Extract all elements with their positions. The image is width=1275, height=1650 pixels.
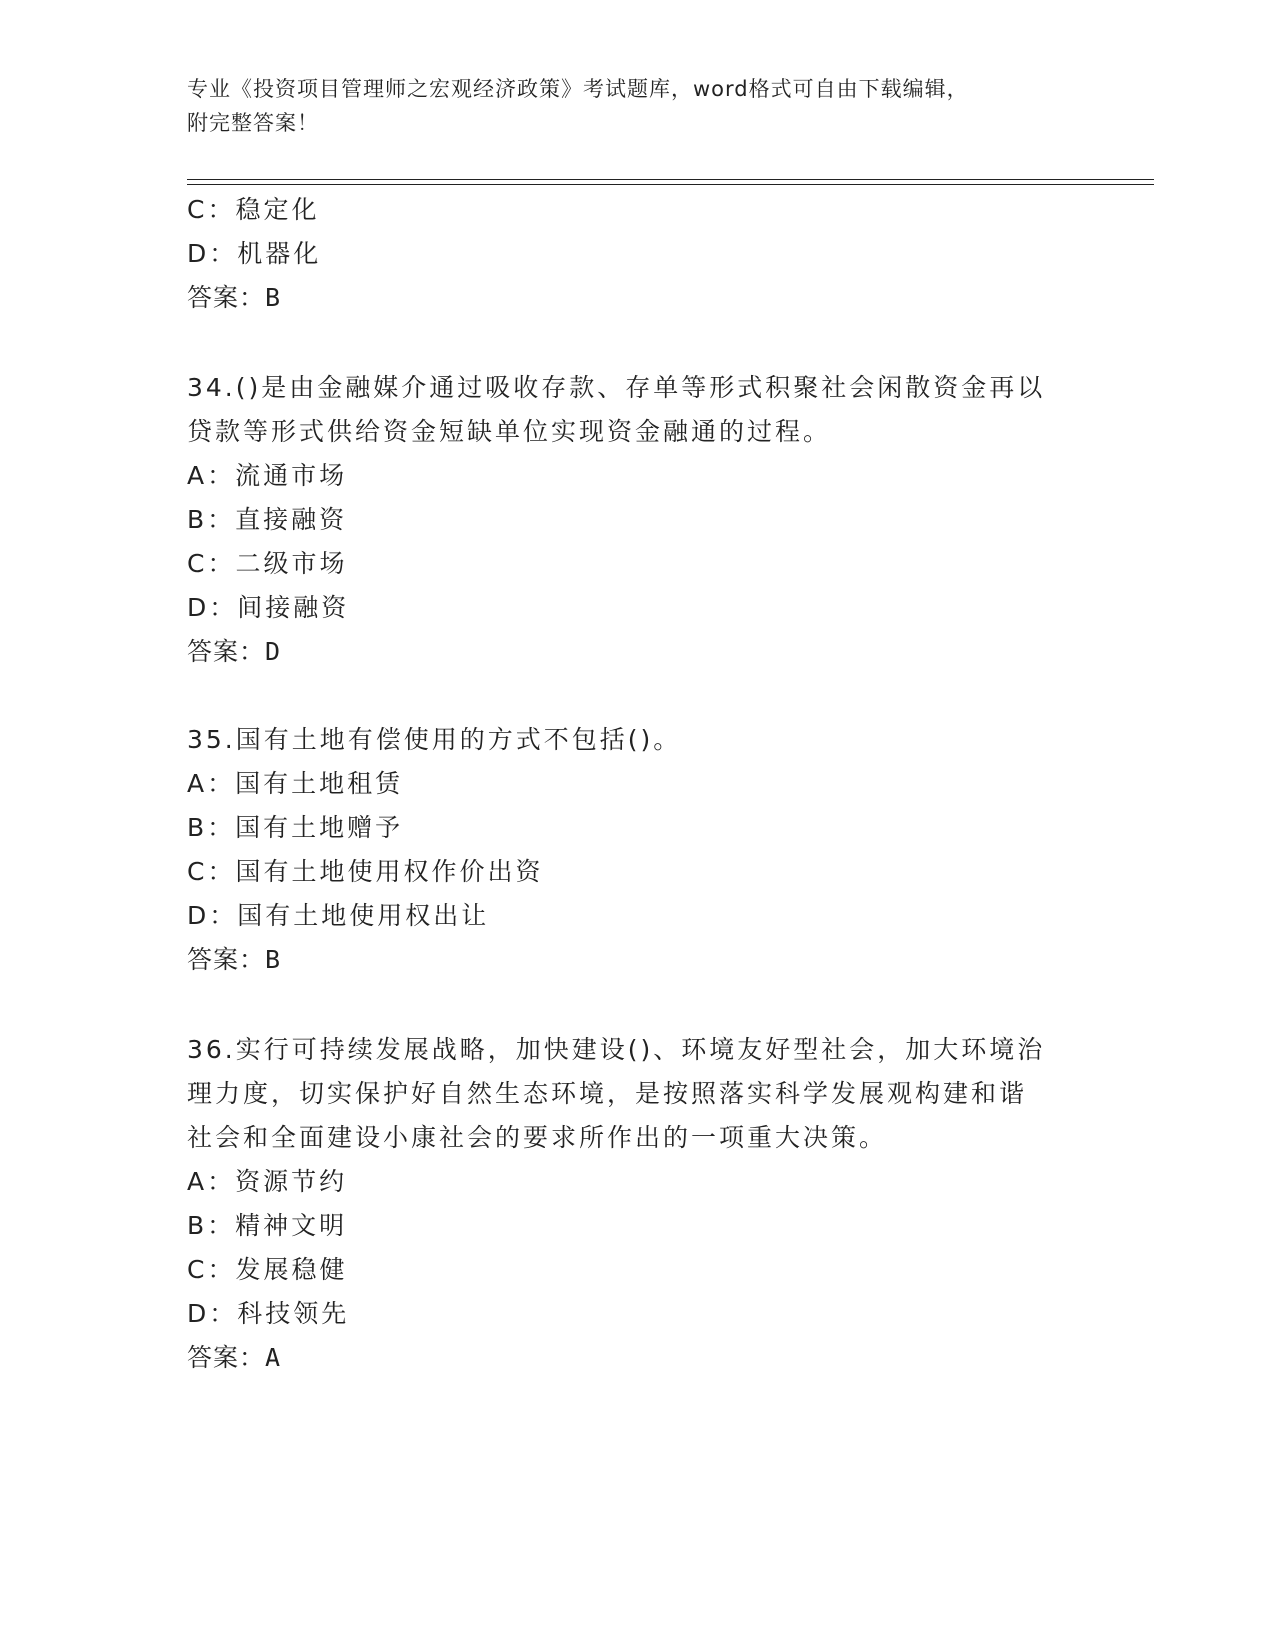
- q36-text-line-2: 理力度，切实保护好自然生态环境，是按照落实科学发展观构建和谐: [187, 1079, 1028, 1108]
- q36-option-a: A：资源节约: [187, 1167, 348, 1196]
- q36-option-d: D：科技领先: [187, 1299, 350, 1328]
- prev-option-d: D：机器化: [187, 239, 322, 268]
- prev-option-c: C：稳定化: [187, 195, 320, 224]
- q34-answer: [187, 634, 281, 670]
- answer-value: A: [265, 1343, 282, 1372]
- q36-answer: [187, 1340, 281, 1376]
- q35-text-line-1: 35.国有土地有偿使用的方式不包括()。: [187, 725, 682, 754]
- answer-label: 答案：: [187, 637, 266, 666]
- q36-option-b: B：精神文明: [187, 1211, 348, 1240]
- answer-label: 答案：: [187, 945, 266, 974]
- header-line-2: 附完整答案！: [187, 111, 319, 135]
- q34-option-a: A：流通市场: [187, 461, 348, 490]
- header-line-1: 专业《投资项目管理师之宏观经济政策》考试题库，word格式可自由下载编辑，: [187, 77, 969, 101]
- q36-text-line-1: 36.实行可持续发展战略，加快建设()、环境友好型社会，加大环境治: [187, 1035, 1046, 1064]
- q35-option-b: B：国有土地赠予: [187, 813, 404, 842]
- q36-option-c: C：发展稳健: [187, 1255, 348, 1284]
- answer-label: 答案：: [187, 1343, 266, 1372]
- header-divider-bottom: [187, 184, 1154, 185]
- q35-option-d: D：国有土地使用权出让: [187, 901, 490, 930]
- header-divider-top: [187, 179, 1154, 180]
- q35-answer: [187, 942, 281, 978]
- q34-text-line-1: 34.()是由金融媒介通过吸收存款、存单等形式积聚社会闲散资金再以: [187, 373, 1046, 402]
- q34-option-b: B：直接融资: [187, 505, 348, 534]
- q34-option-c: C：二级市场: [187, 549, 348, 578]
- answer-value: D: [265, 637, 282, 666]
- q34-option-d: D：间接融资: [187, 593, 350, 622]
- q35-option-c: C：国有土地使用权作价出资: [187, 857, 544, 886]
- q35-option-a: A：国有土地租赁: [187, 769, 404, 798]
- answer-value: B: [265, 283, 282, 312]
- answer-value: B: [265, 945, 282, 974]
- q34-text-line-2: 贷款等形式供给资金短缺单位实现资金融通的过程。: [187, 417, 832, 446]
- answer-label: 答案：: [187, 283, 266, 312]
- q36-text-line-3: 社会和全面建设小康社会的要求所作出的一项重大决策。: [187, 1123, 888, 1152]
- page-header: [187, 72, 1087, 140]
- prev-answer: [187, 280, 281, 316]
